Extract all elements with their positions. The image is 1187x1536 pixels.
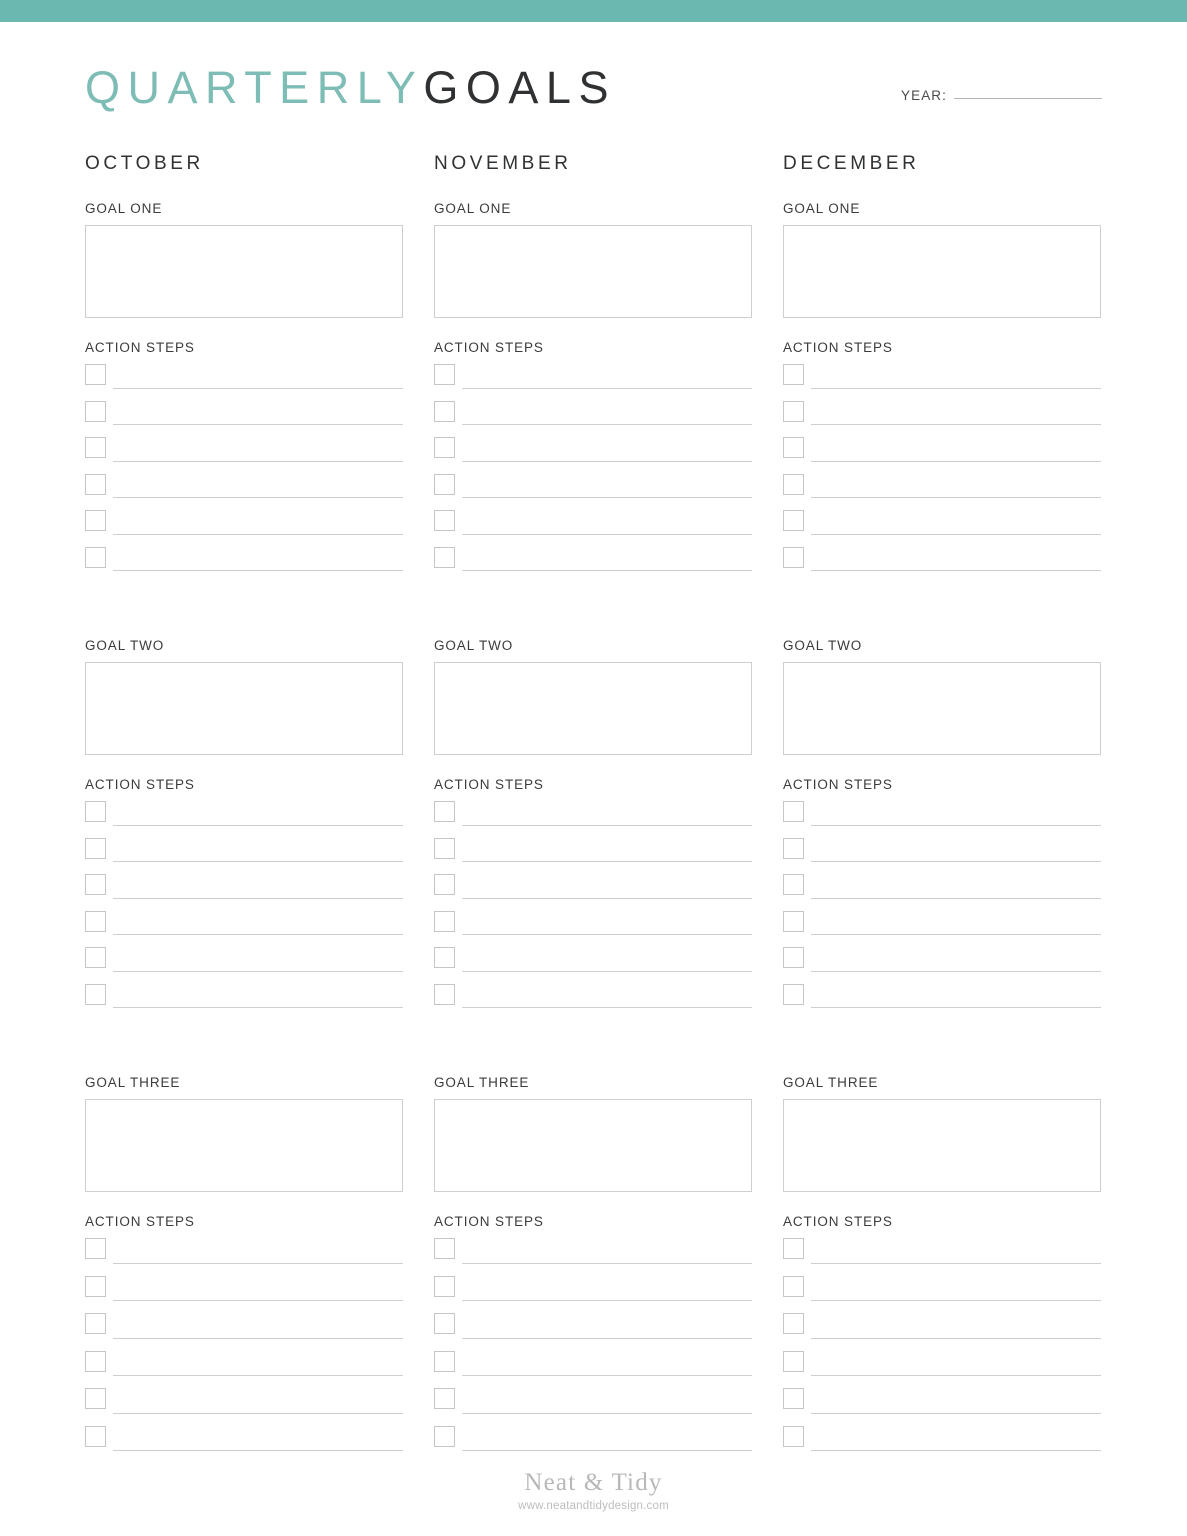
footer-brand: Neat & Tidy (524, 1469, 663, 1496)
action-step-row (85, 799, 403, 836)
goal-input-box[interactable] (783, 662, 1101, 755)
action-step-row (783, 909, 1101, 946)
checkbox-icon[interactable] (783, 1351, 804, 1372)
action-step-input-line[interactable] (462, 1450, 752, 1451)
action-step-input-line[interactable] (811, 1375, 1101, 1376)
action-step-row (85, 836, 403, 873)
action-step-row (783, 1349, 1101, 1387)
action-step-input-line[interactable] (462, 1338, 752, 1339)
action-step-row (85, 362, 403, 399)
page-title (85, 58, 616, 118)
action-step-row (85, 472, 403, 509)
checkbox-icon[interactable] (783, 801, 804, 822)
action-step-row (434, 435, 752, 472)
checkbox-icon[interactable] (85, 1388, 106, 1409)
checkbox-icon[interactable] (783, 510, 804, 531)
action-step-input-line[interactable] (462, 861, 752, 862)
checkbox-icon[interactable] (85, 1313, 106, 1334)
action-step-input-line[interactable] (811, 1338, 1101, 1339)
action-step-row (85, 1424, 403, 1462)
checkbox-icon[interactable] (434, 1238, 455, 1259)
action-steps-list (85, 799, 403, 1018)
action-step-row (783, 945, 1101, 982)
checkbox-icon[interactable] (434, 547, 455, 568)
goal-input-box[interactable] (434, 225, 752, 318)
action-step-input-line[interactable] (462, 570, 752, 571)
action-step-input-line[interactable] (811, 825, 1101, 826)
action-step-row (783, 1311, 1101, 1349)
action-step-input-line[interactable] (113, 1300, 403, 1301)
action-step-row (434, 545, 752, 582)
action-step-input-line[interactable] (462, 1263, 752, 1264)
checkbox-icon[interactable] (85, 984, 106, 1005)
action-step-input-line[interactable] (462, 461, 752, 462)
action-step-input-line[interactable] (811, 461, 1101, 462)
action-step-row (434, 399, 752, 436)
action-steps-label: ACTION STEPS (783, 1214, 893, 1229)
action-step-input-line[interactable] (462, 497, 752, 498)
goal-block-1 (85, 201, 403, 581)
month-column-october (85, 152, 403, 1461)
action-step-row (434, 362, 752, 399)
action-step-row (85, 435, 403, 472)
month-heading: NOVEMBER (434, 153, 572, 174)
year-label: YEAR: (900, 88, 947, 103)
action-step-input-line[interactable] (113, 934, 403, 935)
footer-url: www.neatandtidydesign.com (518, 1500, 669, 1512)
action-steps-list (783, 1236, 1101, 1461)
page-footer (0, 1469, 1187, 1514)
action-step-input-line[interactable] (113, 424, 403, 425)
action-step-input-line[interactable] (113, 1375, 403, 1376)
checkbox-icon[interactable] (85, 1351, 106, 1372)
checkbox-icon[interactable] (783, 1276, 804, 1297)
action-step-input-line[interactable] (113, 534, 403, 535)
checkbox-icon[interactable] (783, 984, 804, 1005)
action-step-input-line[interactable] (811, 1263, 1101, 1264)
goal-input-box[interactable] (783, 1099, 1101, 1192)
action-step-row (783, 872, 1101, 909)
action-steps-label: ACTION STEPS (783, 340, 893, 355)
action-step-input-line[interactable] (462, 1375, 752, 1376)
action-step-input-line[interactable] (811, 1007, 1101, 1008)
year-input-line[interactable] (954, 98, 1102, 99)
action-step-input-line[interactable] (113, 497, 403, 498)
month-column-december (783, 152, 1101, 1461)
checkbox-icon[interactable] (783, 947, 804, 968)
checkbox-icon[interactable] (783, 1388, 804, 1409)
action-step-row (434, 472, 752, 509)
action-step-row (85, 508, 403, 545)
goal-block-3 (434, 1075, 752, 1461)
action-step-row (783, 508, 1101, 545)
goal-label: GOAL TWO (85, 638, 165, 653)
checkbox-icon[interactable] (85, 1426, 106, 1447)
checkbox-icon[interactable] (783, 874, 804, 895)
action-step-input-line[interactable] (811, 1300, 1101, 1301)
action-step-row (434, 909, 752, 946)
action-step-input-line[interactable] (113, 1007, 403, 1008)
action-step-row (434, 982, 752, 1019)
checkbox-icon[interactable] (783, 1238, 804, 1259)
action-step-input-line[interactable] (113, 570, 403, 571)
checkbox-icon[interactable] (85, 947, 106, 968)
checkbox-icon[interactable] (434, 1351, 455, 1372)
action-step-row (783, 435, 1101, 472)
goal-block-2 (434, 638, 752, 1018)
checkbox-icon[interactable] (783, 437, 804, 458)
year-field[interactable] (901, 88, 1102, 103)
checkbox-icon[interactable] (434, 437, 455, 458)
checkbox-icon[interactable] (85, 1238, 106, 1259)
action-step-row (434, 799, 752, 836)
action-step-row (783, 1386, 1101, 1424)
action-step-input-line[interactable] (462, 898, 752, 899)
action-step-input-line[interactable] (462, 1007, 752, 1008)
action-steps-label: ACTION STEPS (783, 777, 893, 792)
action-step-row (434, 836, 752, 873)
checkbox-icon[interactable] (85, 874, 106, 895)
top-accent-bar (0, 0, 1187, 22)
action-step-input-line[interactable] (113, 1413, 403, 1414)
action-step-input-line[interactable] (811, 388, 1101, 389)
action-step-row (85, 1311, 403, 1349)
action-steps-label: ACTION STEPS (434, 777, 544, 792)
action-steps-label: ACTION STEPS (85, 340, 195, 355)
action-step-input-line[interactable] (811, 534, 1101, 535)
action-steps-list (783, 799, 1101, 1018)
action-step-row (85, 982, 403, 1019)
goal-block-3 (85, 1075, 403, 1461)
action-steps-list (434, 1236, 752, 1461)
action-step-row (434, 1349, 752, 1387)
checkbox-icon[interactable] (783, 911, 804, 932)
goal-block-2 (783, 638, 1101, 1018)
goal-block-1 (783, 201, 1101, 581)
action-step-input-line[interactable] (811, 424, 1101, 425)
action-step-row (783, 799, 1101, 836)
checkbox-icon[interactable] (85, 801, 106, 822)
action-step-row (85, 1349, 403, 1387)
action-step-row (783, 362, 1101, 399)
action-step-input-line[interactable] (113, 898, 403, 899)
checkbox-icon[interactable] (783, 838, 804, 859)
action-step-input-line[interactable] (113, 1263, 403, 1264)
action-steps-list (434, 799, 752, 1018)
goal-input-box[interactable] (783, 225, 1101, 318)
checkbox-icon[interactable] (85, 1276, 106, 1297)
action-step-input-line[interactable] (462, 424, 752, 425)
action-step-row (434, 1274, 752, 1312)
action-step-row (783, 1236, 1101, 1274)
action-step-input-line[interactable] (113, 825, 403, 826)
action-step-input-line[interactable] (462, 1300, 752, 1301)
action-steps-label: ACTION STEPS (434, 1214, 544, 1229)
action-step-input-line[interactable] (113, 461, 403, 462)
action-step-row (85, 909, 403, 946)
checkbox-icon[interactable] (85, 364, 106, 385)
action-step-row (85, 399, 403, 436)
checkbox-icon[interactable] (85, 401, 106, 422)
action-step-input-line[interactable] (462, 934, 752, 935)
action-step-row (85, 872, 403, 909)
action-step-row (434, 1236, 752, 1274)
action-step-row (85, 1386, 403, 1424)
action-step-input-line[interactable] (811, 497, 1101, 498)
action-step-row (783, 982, 1101, 1019)
month-heading: OCTOBER (85, 153, 204, 174)
checkbox-icon[interactable] (85, 547, 106, 568)
checkbox-icon[interactable] (434, 874, 455, 895)
checkbox-icon[interactable] (783, 1426, 804, 1447)
action-steps-label: ACTION STEPS (85, 777, 195, 792)
action-step-input-line[interactable] (462, 534, 752, 535)
checkbox-icon[interactable] (783, 474, 804, 495)
goal-label: GOAL THREE (85, 1075, 181, 1090)
action-step-input-line[interactable] (811, 1413, 1101, 1414)
action-step-input-line[interactable] (462, 825, 752, 826)
checkbox-icon[interactable] (783, 547, 804, 568)
action-step-row (434, 1311, 752, 1349)
action-step-input-line[interactable] (113, 388, 403, 389)
action-steps-list (85, 1236, 403, 1461)
page-title-accent-word: QUARTERLY (85, 62, 424, 113)
page-title-dark-word: GOALS (423, 62, 616, 113)
action-step-input-line[interactable] (113, 1338, 403, 1339)
checkbox-icon[interactable] (434, 510, 455, 531)
action-steps-list (85, 362, 403, 581)
goal-input-box[interactable] (434, 662, 752, 755)
checkbox-icon[interactable] (85, 437, 106, 458)
checkbox-icon[interactable] (783, 364, 804, 385)
checkbox-icon[interactable] (85, 911, 106, 932)
goal-block-2 (85, 638, 403, 1018)
goal-block-1 (434, 201, 752, 581)
action-step-row (434, 945, 752, 982)
action-step-row (783, 399, 1101, 436)
action-step-input-line[interactable] (811, 1450, 1101, 1451)
action-steps-label: ACTION STEPS (85, 1214, 195, 1229)
action-steps-label: ACTION STEPS (434, 340, 544, 355)
checkbox-icon[interactable] (434, 474, 455, 495)
checkbox-icon[interactable] (783, 401, 804, 422)
goal-input-box[interactable] (85, 1099, 403, 1192)
checkbox-icon[interactable] (434, 911, 455, 932)
goal-label: GOAL ONE (434, 201, 512, 216)
action-steps-list (434, 362, 752, 581)
checkbox-icon[interactable] (434, 401, 455, 422)
action-steps-list (783, 362, 1101, 581)
checkbox-icon[interactable] (434, 801, 455, 822)
checkbox-icon[interactable] (434, 947, 455, 968)
checkbox-icon[interactable] (434, 838, 455, 859)
worksheet-page (0, 22, 1187, 1536)
action-step-row (783, 545, 1101, 582)
checkbox-icon[interactable] (434, 1426, 455, 1447)
month-column-november (434, 152, 752, 1461)
action-step-row (434, 872, 752, 909)
goal-input-box[interactable] (434, 1099, 752, 1192)
goal-label: GOAL ONE (783, 201, 861, 216)
action-step-input-line[interactable] (462, 388, 752, 389)
action-step-row (434, 1424, 752, 1462)
checkbox-icon[interactable] (85, 510, 106, 531)
action-step-input-line[interactable] (113, 861, 403, 862)
action-step-input-line[interactable] (811, 898, 1101, 899)
checkbox-icon[interactable] (434, 364, 455, 385)
goal-label: GOAL TWO (783, 638, 863, 653)
action-step-row (783, 1274, 1101, 1312)
goal-label: GOAL ONE (85, 201, 163, 216)
checkbox-icon[interactable] (85, 838, 106, 859)
action-step-input-line[interactable] (811, 861, 1101, 862)
goal-label: GOAL THREE (783, 1075, 879, 1090)
action-step-input-line[interactable] (462, 971, 752, 972)
checkbox-icon[interactable] (434, 1388, 455, 1409)
action-step-row (85, 945, 403, 982)
action-step-row (85, 1236, 403, 1274)
action-step-input-line[interactable] (462, 1413, 752, 1414)
checkbox-icon[interactable] (434, 1276, 455, 1297)
action-step-input-line[interactable] (811, 570, 1101, 571)
action-step-row (85, 1274, 403, 1312)
action-step-row (783, 836, 1101, 873)
goal-label: GOAL TWO (434, 638, 514, 653)
goal-input-box[interactable] (85, 662, 403, 755)
checkbox-icon[interactable] (85, 474, 106, 495)
action-step-row (85, 545, 403, 582)
action-step-row (783, 472, 1101, 509)
checkbox-icon[interactable] (434, 1313, 455, 1334)
page-header (85, 58, 1102, 128)
goal-input-box[interactable] (85, 225, 403, 318)
action-step-row (434, 508, 752, 545)
month-heading: DECEMBER (783, 153, 920, 174)
action-step-row (434, 1386, 752, 1424)
action-step-row (783, 1424, 1101, 1462)
action-step-input-line[interactable] (113, 1450, 403, 1451)
checkbox-icon[interactable] (783, 1313, 804, 1334)
action-step-input-line[interactable] (811, 934, 1101, 935)
checkbox-icon[interactable] (434, 984, 455, 1005)
action-step-input-line[interactable] (113, 971, 403, 972)
goal-label: GOAL THREE (434, 1075, 530, 1090)
goal-block-3 (783, 1075, 1101, 1461)
action-step-input-line[interactable] (811, 971, 1101, 972)
